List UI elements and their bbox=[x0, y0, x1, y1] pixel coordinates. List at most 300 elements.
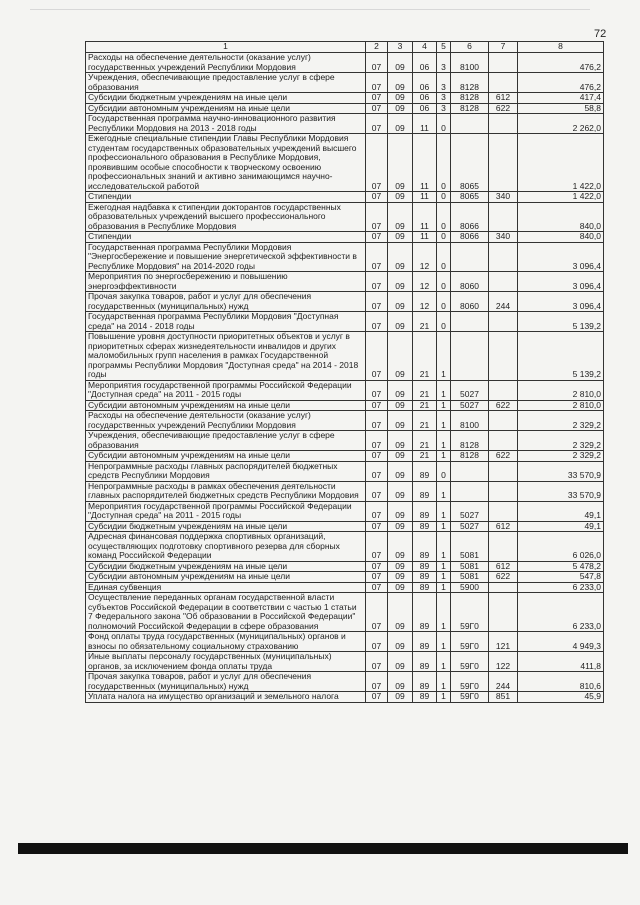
amount-cell: 45,9 bbox=[518, 692, 604, 703]
table-row bbox=[86, 431, 604, 451]
subprogram-code-cell: 1 bbox=[437, 572, 451, 583]
row-name-cell: Субсидии бюджетным учреждениям на иные цели bbox=[86, 561, 366, 572]
article-code-cell: 8128 bbox=[451, 103, 489, 114]
program-code-cell: 89 bbox=[413, 561, 437, 572]
article-code-cell: 8060 bbox=[451, 292, 489, 312]
amount-cell: 6 233,0 bbox=[518, 593, 604, 632]
expense-type-cell bbox=[489, 272, 518, 292]
header-cell: 7 bbox=[489, 42, 518, 53]
section-code-cell: 07 bbox=[366, 481, 388, 501]
section-code-cell: 07 bbox=[366, 431, 388, 451]
table-row bbox=[86, 532, 604, 562]
subprogram-code-cell: 1 bbox=[437, 652, 451, 672]
expense-type-cell: 121 bbox=[489, 632, 518, 652]
row-name-cell: Стипендии bbox=[86, 192, 366, 203]
table-row bbox=[86, 672, 604, 692]
program-code-cell: 12 bbox=[413, 292, 437, 312]
program-code-cell: 89 bbox=[413, 532, 437, 562]
subprogram-code-cell: 1 bbox=[437, 332, 451, 381]
subsection-code-cell: 09 bbox=[388, 103, 413, 114]
table-row bbox=[86, 451, 604, 462]
amount-cell: 840,0 bbox=[518, 202, 604, 232]
table-row bbox=[86, 134, 604, 192]
amount-cell: 33 570,9 bbox=[518, 461, 604, 481]
subprogram-code-cell: 1 bbox=[437, 451, 451, 462]
expense-type-cell bbox=[489, 380, 518, 400]
row-name-cell: Учреждения, обеспечивающие предоставление услуг в сфере образования bbox=[86, 431, 366, 451]
section-code-cell: 07 bbox=[366, 73, 388, 93]
subprogram-code-cell: 3 bbox=[437, 53, 451, 73]
row-name-cell: Ежегодные специальные стипендии Главы Республики Мордовия студентам государственных образовательных учреждений высшего профессионального образования в Республике Мордовия, проявившим особые способности к творческому освоению профессиональных знаний и активно занимающимся научно-исследовательской работой bbox=[86, 134, 366, 192]
expense-type-cell: 340 bbox=[489, 192, 518, 203]
scan-bottom-bar bbox=[18, 843, 628, 854]
expense-type-cell: 122 bbox=[489, 652, 518, 672]
row-name-cell: Субсидии бюджетным учреждениям на иные цели bbox=[86, 521, 366, 532]
article-code-cell bbox=[451, 312, 489, 332]
section-code-cell: 07 bbox=[366, 461, 388, 481]
subprogram-code-cell: 0 bbox=[437, 272, 451, 292]
subprogram-code-cell: 1 bbox=[437, 411, 451, 431]
row-name-cell: Непрограммные расходы главных распорядителей бюджетных средств Республики Мордовия bbox=[86, 461, 366, 481]
table-row bbox=[86, 632, 604, 652]
subprogram-code-cell: 1 bbox=[437, 672, 451, 692]
table-row bbox=[86, 292, 604, 312]
subsection-code-cell: 09 bbox=[388, 380, 413, 400]
section-code-cell: 07 bbox=[366, 134, 388, 192]
expense-type-cell bbox=[489, 312, 518, 332]
subsection-code-cell: 09 bbox=[388, 632, 413, 652]
amount-cell: 2 329,2 bbox=[518, 411, 604, 431]
amount-cell: 3 096,4 bbox=[518, 242, 604, 272]
subsection-code-cell: 09 bbox=[388, 242, 413, 272]
row-name-cell: Субсидии автономным учреждениям на иные цели bbox=[86, 400, 366, 411]
row-name-cell: Государственная программа научно-инновационного развития Республики Мордовия на 2013 - 2018 годы bbox=[86, 114, 366, 134]
article-code-cell: 8128 bbox=[451, 431, 489, 451]
program-code-cell: 89 bbox=[413, 461, 437, 481]
row-name-cell: Субсидии бюджетным учреждениям на иные цели bbox=[86, 93, 366, 104]
article-code-cell: 8128 bbox=[451, 93, 489, 104]
section-code-cell: 07 bbox=[366, 521, 388, 532]
subprogram-code-cell: 1 bbox=[437, 521, 451, 532]
row-name-cell: Учреждения, обеспечивающие предоставление услуг в сфере образования bbox=[86, 73, 366, 93]
program-code-cell: 21 bbox=[413, 380, 437, 400]
section-code-cell: 07 bbox=[366, 692, 388, 703]
program-code-cell: 06 bbox=[413, 93, 437, 104]
article-code-cell: 8065 bbox=[451, 192, 489, 203]
table-row bbox=[86, 692, 604, 703]
article-code-cell bbox=[451, 461, 489, 481]
row-name-cell: Расходы на обеспечение деятельности (оказание услуг) государственных учреждений Республики Мордовия bbox=[86, 411, 366, 431]
subsection-code-cell: 09 bbox=[388, 481, 413, 501]
subsection-code-cell: 09 bbox=[388, 451, 413, 462]
amount-cell: 5 478,2 bbox=[518, 561, 604, 572]
subsection-code-cell: 09 bbox=[388, 232, 413, 243]
amount-cell: 49,1 bbox=[518, 501, 604, 521]
table-row bbox=[86, 332, 604, 381]
section-code-cell: 07 bbox=[366, 400, 388, 411]
expense-type-cell bbox=[489, 501, 518, 521]
subsection-code-cell: 09 bbox=[388, 134, 413, 192]
program-code-cell: 89 bbox=[413, 501, 437, 521]
table-row bbox=[86, 73, 604, 93]
page-number: 72 bbox=[594, 28, 607, 40]
subprogram-code-cell: 1 bbox=[437, 593, 451, 632]
expense-type-cell bbox=[489, 73, 518, 93]
subprogram-code-cell: 3 bbox=[437, 103, 451, 114]
row-name-cell: Прочая закупка товаров, работ и услуг для обеспечения государственных (муниципальных) нужд bbox=[86, 672, 366, 692]
row-name-cell: Субсидии автономным учреждениям на иные цели bbox=[86, 451, 366, 462]
article-code-cell: 8100 bbox=[451, 411, 489, 431]
article-code-cell bbox=[451, 481, 489, 501]
table-row bbox=[86, 103, 604, 114]
table-row bbox=[86, 93, 604, 104]
section-code-cell: 07 bbox=[366, 672, 388, 692]
amount-cell: 6 233,0 bbox=[518, 582, 604, 593]
table-row bbox=[86, 114, 604, 134]
amount-cell: 2 329,2 bbox=[518, 431, 604, 451]
subsection-code-cell: 09 bbox=[388, 202, 413, 232]
row-name-cell: Мероприятия по энергосбережению и повышению энергоэффективности bbox=[86, 272, 366, 292]
subsection-code-cell: 09 bbox=[388, 572, 413, 583]
table-row bbox=[86, 242, 604, 272]
section-code-cell: 07 bbox=[366, 532, 388, 562]
amount-cell: 411,8 bbox=[518, 652, 604, 672]
subprogram-code-cell: 1 bbox=[437, 501, 451, 521]
expense-type-cell bbox=[489, 582, 518, 593]
subprogram-code-cell: 0 bbox=[437, 192, 451, 203]
subprogram-code-cell: 1 bbox=[437, 380, 451, 400]
article-code-cell bbox=[451, 332, 489, 381]
expense-type-cell bbox=[489, 202, 518, 232]
amount-cell: 2 262,0 bbox=[518, 114, 604, 134]
table-row bbox=[86, 312, 604, 332]
amount-cell: 547,8 bbox=[518, 572, 604, 583]
table-row bbox=[86, 400, 604, 411]
expense-type-cell bbox=[489, 53, 518, 73]
row-name-cell: Государственная программа Республики Мордовия "Энергосбережение и повышение энергетической эффективности в Республике Мордовия" на 2014-2020 годы bbox=[86, 242, 366, 272]
table-row bbox=[86, 202, 604, 232]
program-code-cell: 89 bbox=[413, 632, 437, 652]
section-code-cell: 07 bbox=[366, 632, 388, 652]
article-code-cell bbox=[451, 114, 489, 134]
row-name-cell: Повышение уровня доступности приоритетных объектов и услуг в приоритетных сферах жизнедеятельности инвалидов и других маломобильных групп населения в рамках Государственной программы Республики Мордовия "Доступная среда" на 2014 - 2018 годы bbox=[86, 332, 366, 381]
table-row bbox=[86, 380, 604, 400]
section-code-cell: 07 bbox=[366, 202, 388, 232]
expense-type-cell bbox=[489, 431, 518, 451]
subsection-code-cell: 09 bbox=[388, 411, 413, 431]
amount-cell: 417,4 bbox=[518, 93, 604, 104]
section-code-cell: 07 bbox=[366, 582, 388, 593]
table-row bbox=[86, 572, 604, 583]
expense-type-cell: 622 bbox=[489, 451, 518, 462]
section-code-cell: 07 bbox=[366, 561, 388, 572]
header-cell: 8 bbox=[518, 42, 604, 53]
table-row bbox=[86, 272, 604, 292]
amount-cell: 1 422,0 bbox=[518, 134, 604, 192]
article-code-cell: 8066 bbox=[451, 202, 489, 232]
article-code-cell: 8060 bbox=[451, 272, 489, 292]
section-code-cell: 07 bbox=[366, 380, 388, 400]
row-name-cell: Мероприятия государственной программы Российской Федерации "Доступная среда" на 2011 - 2015 годы bbox=[86, 501, 366, 521]
subprogram-code-cell: 0 bbox=[437, 312, 451, 332]
row-name-cell: Фонд оплаты труда государственных (муниципальных) органов и взносы по обязательному социальному страхованию bbox=[86, 632, 366, 652]
section-code-cell: 07 bbox=[366, 242, 388, 272]
table-row bbox=[86, 652, 604, 672]
subsection-code-cell: 09 bbox=[388, 593, 413, 632]
subsection-code-cell: 09 bbox=[388, 652, 413, 672]
program-code-cell: 21 bbox=[413, 400, 437, 411]
row-name-cell: Субсидии автономным учреждениям на иные цели bbox=[86, 103, 366, 114]
expense-type-cell: 340 bbox=[489, 232, 518, 243]
expense-type-cell: 612 bbox=[489, 561, 518, 572]
subsection-code-cell: 09 bbox=[388, 93, 413, 104]
section-code-cell: 07 bbox=[366, 451, 388, 462]
expense-type-cell: 612 bbox=[489, 93, 518, 104]
amount-cell: 5 139,2 bbox=[518, 312, 604, 332]
amount-cell: 49,1 bbox=[518, 521, 604, 532]
section-code-cell: 07 bbox=[366, 272, 388, 292]
article-code-cell: 59Г0 bbox=[451, 632, 489, 652]
row-name-cell: Непрограммные расходы в рамках обеспечения деятельности главных распорядителей бюджетных средств Республики Мордовия bbox=[86, 481, 366, 501]
subprogram-code-cell: 1 bbox=[437, 400, 451, 411]
expense-type-cell: 622 bbox=[489, 572, 518, 583]
program-code-cell: 89 bbox=[413, 521, 437, 532]
table-row bbox=[86, 411, 604, 431]
subsection-code-cell: 09 bbox=[388, 692, 413, 703]
amount-cell: 2 810,0 bbox=[518, 400, 604, 411]
article-code-cell: 5081 bbox=[451, 561, 489, 572]
article-code-cell: 59Г0 bbox=[451, 652, 489, 672]
subsection-code-cell: 09 bbox=[388, 532, 413, 562]
expense-type-cell bbox=[489, 532, 518, 562]
header-row bbox=[86, 42, 604, 53]
amount-cell: 58,8 bbox=[518, 103, 604, 114]
subsection-code-cell: 09 bbox=[388, 431, 413, 451]
table-row bbox=[86, 192, 604, 203]
row-name-cell: Уплата налога на имущество организаций и земельного налога bbox=[86, 692, 366, 703]
program-code-cell: 11 bbox=[413, 114, 437, 134]
table-row bbox=[86, 593, 604, 632]
section-code-cell: 07 bbox=[366, 53, 388, 73]
amount-cell: 840,0 bbox=[518, 232, 604, 243]
section-code-cell: 07 bbox=[366, 652, 388, 672]
program-code-cell: 21 bbox=[413, 312, 437, 332]
amount-cell: 476,2 bbox=[518, 53, 604, 73]
section-code-cell: 07 bbox=[366, 572, 388, 583]
subsection-code-cell: 09 bbox=[388, 461, 413, 481]
section-code-cell: 07 bbox=[366, 332, 388, 381]
table-row bbox=[86, 582, 604, 593]
subsection-code-cell: 09 bbox=[388, 73, 413, 93]
program-code-cell: 89 bbox=[413, 582, 437, 593]
amount-cell: 1 422,0 bbox=[518, 192, 604, 203]
subprogram-code-cell: 0 bbox=[437, 134, 451, 192]
article-code-cell: 5900 bbox=[451, 582, 489, 593]
subprogram-code-cell: 3 bbox=[437, 93, 451, 104]
article-code-cell bbox=[451, 242, 489, 272]
subsection-code-cell: 09 bbox=[388, 582, 413, 593]
row-name-cell: Прочая закупка товаров, работ и услуг для обеспечения государственных (муниципальных) нужд bbox=[86, 292, 366, 312]
scan-top-rule bbox=[30, 9, 590, 10]
amount-cell: 5 139,2 bbox=[518, 332, 604, 381]
subprogram-code-cell: 0 bbox=[437, 242, 451, 272]
article-code-cell: 59Г0 bbox=[451, 593, 489, 632]
amount-cell: 476,2 bbox=[518, 73, 604, 93]
expense-type-cell bbox=[489, 332, 518, 381]
program-code-cell: 89 bbox=[413, 672, 437, 692]
subsection-code-cell: 09 bbox=[388, 400, 413, 411]
subsection-code-cell: 09 bbox=[388, 114, 413, 134]
expense-type-cell: 851 bbox=[489, 692, 518, 703]
subprogram-code-cell: 3 bbox=[437, 73, 451, 93]
amount-cell: 4 949,3 bbox=[518, 632, 604, 652]
table-row bbox=[86, 501, 604, 521]
row-name-cell: Осуществление переданных органам государственной власти субъектов Российской Федерации в соответствии с частью 1 статьи 7 Федерального закона "Об образовании в Российской Федерации" полномочий Российской Федерации в сфере образования bbox=[86, 593, 366, 632]
header-cell: 5 bbox=[437, 42, 451, 53]
article-code-cell: 5027 bbox=[451, 521, 489, 532]
subprogram-code-cell: 1 bbox=[437, 692, 451, 703]
table-row bbox=[86, 53, 604, 73]
subprogram-code-cell: 1 bbox=[437, 561, 451, 572]
section-code-cell: 07 bbox=[366, 93, 388, 104]
program-code-cell: 89 bbox=[413, 692, 437, 703]
program-code-cell: 21 bbox=[413, 332, 437, 381]
article-code-cell: 5081 bbox=[451, 532, 489, 562]
article-code-cell: 8128 bbox=[451, 73, 489, 93]
program-code-cell: 89 bbox=[413, 593, 437, 632]
section-code-cell: 07 bbox=[366, 292, 388, 312]
expense-type-cell: 244 bbox=[489, 292, 518, 312]
article-code-cell: 59Г0 bbox=[451, 692, 489, 703]
row-name-cell: Адресная финансовая поддержка спортивных организаций, осуществляющих подготовку спортивного резерва для сборных команд Российской Федерации bbox=[86, 532, 366, 562]
table-row bbox=[86, 561, 604, 572]
row-name-cell: Государственная программа Республики Мордовия "Доступная среда" на 2014 - 2018 годы bbox=[86, 312, 366, 332]
amount-cell: 33 570,9 bbox=[518, 481, 604, 501]
expense-type-cell bbox=[489, 242, 518, 272]
subsection-code-cell: 09 bbox=[388, 521, 413, 532]
subsection-code-cell: 09 bbox=[388, 312, 413, 332]
table-row bbox=[86, 521, 604, 532]
section-code-cell: 07 bbox=[366, 192, 388, 203]
amount-cell: 3 096,4 bbox=[518, 272, 604, 292]
article-code-cell: 8100 bbox=[451, 53, 489, 73]
expense-type-cell: 622 bbox=[489, 103, 518, 114]
subprogram-code-cell: 0 bbox=[437, 232, 451, 243]
amount-cell: 6 026,0 bbox=[518, 532, 604, 562]
subprogram-code-cell: 0 bbox=[437, 202, 451, 232]
program-code-cell: 06 bbox=[413, 103, 437, 114]
program-code-cell: 21 bbox=[413, 431, 437, 451]
subsection-code-cell: 09 bbox=[388, 561, 413, 572]
section-code-cell: 07 bbox=[366, 114, 388, 134]
subsection-code-cell: 09 bbox=[388, 192, 413, 203]
article-code-cell: 5027 bbox=[451, 380, 489, 400]
section-code-cell: 07 bbox=[366, 501, 388, 521]
expense-type-cell: 244 bbox=[489, 672, 518, 692]
article-code-cell: 5081 bbox=[451, 572, 489, 583]
header-cell: 4 bbox=[413, 42, 437, 53]
subsection-code-cell: 09 bbox=[388, 501, 413, 521]
row-name-cell: Расходы на обеспечение деятельности (оказание услуг) государственных учреждений Республики Мордовия bbox=[86, 53, 366, 73]
program-code-cell: 12 bbox=[413, 242, 437, 272]
subprogram-code-cell: 0 bbox=[437, 114, 451, 134]
expense-type-cell bbox=[489, 411, 518, 431]
article-code-cell: 8065 bbox=[451, 134, 489, 192]
program-code-cell: 06 bbox=[413, 73, 437, 93]
article-code-cell: 59Г0 bbox=[451, 672, 489, 692]
row-name-cell: Иные выплаты персоналу государственных (муниципальных) органов, за исключением фонда оплаты труда bbox=[86, 652, 366, 672]
row-name-cell: Ежегодная надбавка к стипендии докторантов государственных образовательных учреждений высшего профессионального образования в Республике Мордовия bbox=[86, 202, 366, 232]
program-code-cell: 89 bbox=[413, 481, 437, 501]
expense-type-cell bbox=[489, 593, 518, 632]
program-code-cell: 89 bbox=[413, 572, 437, 583]
expense-type-cell bbox=[489, 481, 518, 501]
subprogram-code-cell: 1 bbox=[437, 632, 451, 652]
expense-type-cell bbox=[489, 461, 518, 481]
program-code-cell: 21 bbox=[413, 411, 437, 431]
subprogram-code-cell: 0 bbox=[437, 461, 451, 481]
header-cell: 6 bbox=[451, 42, 489, 53]
program-code-cell: 21 bbox=[413, 451, 437, 462]
row-name-cell: Субсидии автономным учреждениям на иные цели bbox=[86, 572, 366, 583]
amount-cell: 2 329,2 bbox=[518, 451, 604, 462]
program-code-cell: 06 bbox=[413, 53, 437, 73]
section-code-cell: 07 bbox=[366, 593, 388, 632]
program-code-cell: 12 bbox=[413, 272, 437, 292]
subsection-code-cell: 09 bbox=[388, 672, 413, 692]
subsection-code-cell: 09 bbox=[388, 332, 413, 381]
subprogram-code-cell: 0 bbox=[437, 292, 451, 312]
table-body bbox=[86, 42, 604, 703]
program-code-cell: 11 bbox=[413, 192, 437, 203]
amount-cell: 2 810,0 bbox=[518, 380, 604, 400]
header-cell: 1 bbox=[86, 42, 366, 53]
expense-type-cell: 622 bbox=[489, 400, 518, 411]
article-code-cell: 8066 bbox=[451, 232, 489, 243]
row-name-cell: Единая субвенция bbox=[86, 582, 366, 593]
expense-type-cell: 612 bbox=[489, 521, 518, 532]
subsection-code-cell: 09 bbox=[388, 292, 413, 312]
table-row bbox=[86, 481, 604, 501]
budget-table bbox=[85, 41, 604, 703]
amount-cell: 3 096,4 bbox=[518, 292, 604, 312]
program-code-cell: 89 bbox=[413, 652, 437, 672]
row-name-cell: Мероприятия государственной программы Российской Федерации "Доступная среда" на 2011 - 2015 годы bbox=[86, 380, 366, 400]
subsection-code-cell: 09 bbox=[388, 53, 413, 73]
row-name-cell: Стипендии bbox=[86, 232, 366, 243]
program-code-cell: 11 bbox=[413, 202, 437, 232]
section-code-cell: 07 bbox=[366, 411, 388, 431]
subprogram-code-cell: 1 bbox=[437, 431, 451, 451]
header-cell: 2 bbox=[366, 42, 388, 53]
section-code-cell: 07 bbox=[366, 103, 388, 114]
subprogram-code-cell: 1 bbox=[437, 582, 451, 593]
subprogram-code-cell: 1 bbox=[437, 532, 451, 562]
section-code-cell: 07 bbox=[366, 232, 388, 243]
subprogram-code-cell: 1 bbox=[437, 481, 451, 501]
section-code-cell: 07 bbox=[366, 312, 388, 332]
article-code-cell: 5027 bbox=[451, 501, 489, 521]
table-row bbox=[86, 232, 604, 243]
table-row bbox=[86, 461, 604, 481]
article-code-cell: 5027 bbox=[451, 400, 489, 411]
amount-cell: 810,6 bbox=[518, 672, 604, 692]
article-code-cell: 8128 bbox=[451, 451, 489, 462]
subsection-code-cell: 09 bbox=[388, 272, 413, 292]
program-code-cell: 11 bbox=[413, 134, 437, 192]
header-cell: 3 bbox=[388, 42, 413, 53]
expense-type-cell bbox=[489, 114, 518, 134]
